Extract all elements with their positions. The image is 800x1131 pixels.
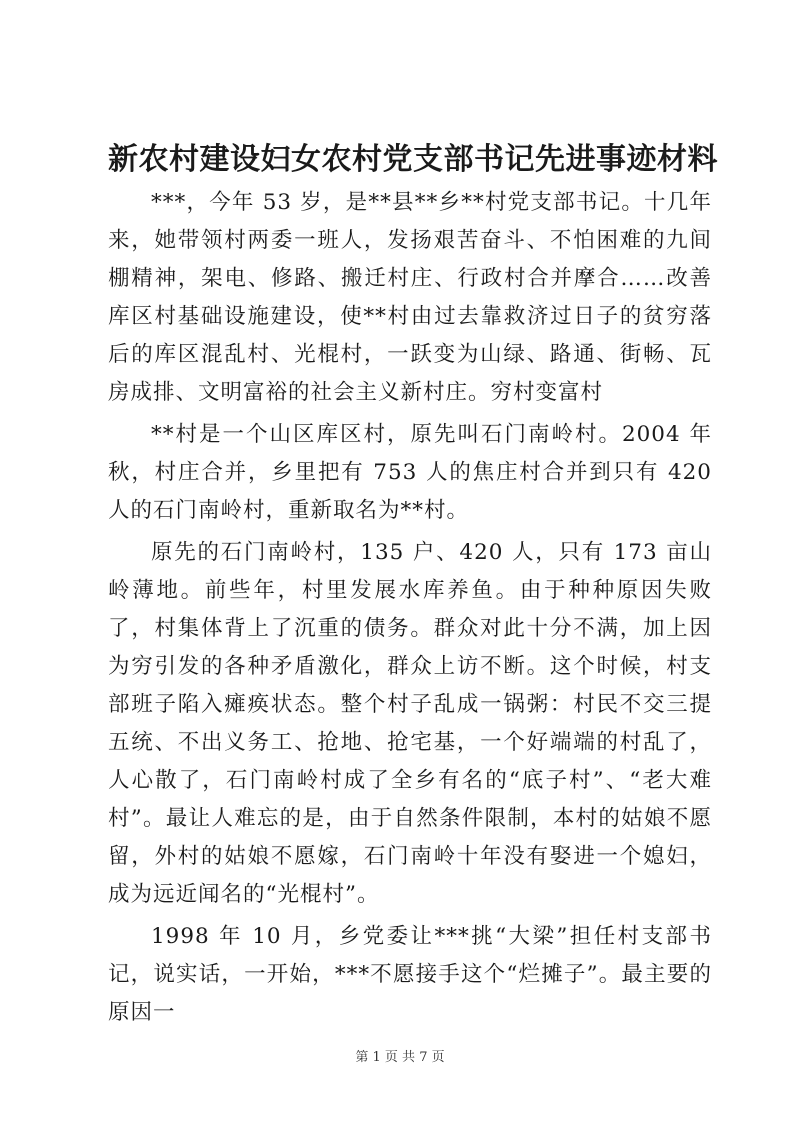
document-title: 新农村建设妇女农村党支部书记先进事迹材料 (108, 142, 718, 177)
paragraph-2: **村是一个山区库区村，原先叫石门南岭村。2004 年秋，村庄合并，乡里把有 753 人的焦庄村合并到只有 420 人的石门南岭村，重新取名为**村。 (108, 422, 712, 523)
paragraph-4: 1998 年 10 月，乡党委让***挑“大梁”担任村支部书记，说实话，一开始，***不愿接手这个“烂摊子”。最主要的原因一 (108, 924, 712, 1025)
paragraph-1: ***，今年 53 岁，是**县**乡**村党支部书记。十几年来，她带领村两委一班人，发扬艰苦奋斗、不怕困难的九间棚精神，架电、修路、搬迁村庄、行政村合并摩合……改善库区村基础设施建设，使**村由过去靠救济过日子的贫穷落后的库区混乱村、光棍村，一跃变为山绿、路通、街畅、瓦房成排、文明富裕的社会主义新村庄。穷村变富村 (108, 190, 712, 405)
paragraph-3: 原先的石门南岭村，135 户、420 人，只有 173 亩山岭薄地。前些年，村里发展水库养鱼。由于种种原因失败了，村集体背上了沉重的债务。群众对此十分不满，加上因为穷引发的各种矛盾激化，群众上访不断。这个时候，村支部班子陷入瘫痪状态。整个村子乱成一锅粥：村民不交三提五统、不出义务工、抢地、抢宅基，一个好端端的村乱了，人心散了，石门南岭村成了全乡有名的“底子村”、“老大难村”。最让人难忘的是，由于自然条件限制，本村的姑娘不愿留，外村的姑娘不愿嫁，石门南岭十年没有娶进一个媳妇，成为远近闻名的“光棍村”。 (108, 540, 712, 907)
document-body (108, 184, 712, 1032)
page-number: 第 1 页 共 7 页 (355, 1050, 445, 1065)
page-footer (0, 1049, 800, 1067)
